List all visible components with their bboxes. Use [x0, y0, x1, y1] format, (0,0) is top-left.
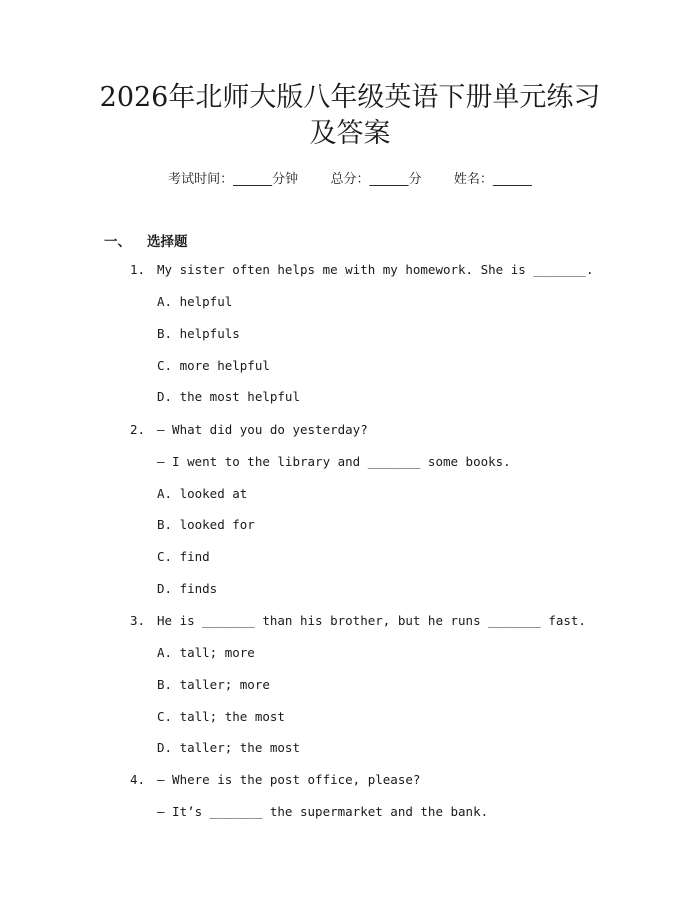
page-title: 2026年北师大版八年级英语下册单元练习及答案: [99, 82, 601, 149]
option: D. finds: [157, 581, 218, 596]
question-text: My sister often helps me with my homework. She is _______.: [157, 262, 594, 277]
section-heading: [104, 230, 188, 250]
option: B. taller; more: [157, 677, 270, 692]
exam-info: [0, 168, 700, 187]
section-number: 一、: [104, 234, 131, 250]
exam-name: 姓名：______: [453, 172, 532, 187]
option: A. looked at: [157, 486, 248, 501]
question-text-line-2: — It’s _______ the supermarket and the bank.: [157, 804, 489, 819]
question-number: 4.: [130, 772, 146, 787]
option: C. more helpful: [157, 358, 270, 373]
option: D. taller; the most: [157, 740, 300, 755]
option: A. tall; more: [157, 645, 255, 660]
option: C. tall; the most: [157, 709, 285, 724]
option: C. find: [157, 549, 210, 564]
section-title: 选择题: [147, 234, 188, 250]
exam-score: 总分：______分: [330, 172, 422, 187]
option: B. helpfuls: [157, 326, 240, 341]
question-text: — Where is the post office, please?: [157, 772, 421, 787]
question-text-line-2: — I went to the library and _______ some books.: [157, 454, 511, 469]
question-number: 3.: [130, 613, 146, 628]
question-text: — What did you do yesterday?: [157, 422, 368, 437]
option: A. helpful: [157, 294, 233, 309]
option: D. the most helpful: [157, 389, 300, 404]
exam-time: 考试时间：______分钟: [168, 172, 299, 187]
option: B. looked for: [157, 517, 255, 532]
question-number: 2.: [130, 422, 146, 437]
question-text: He is _______ than his brother, but he runs _______ fast.: [157, 613, 586, 628]
question-number: 1.: [130, 262, 146, 277]
